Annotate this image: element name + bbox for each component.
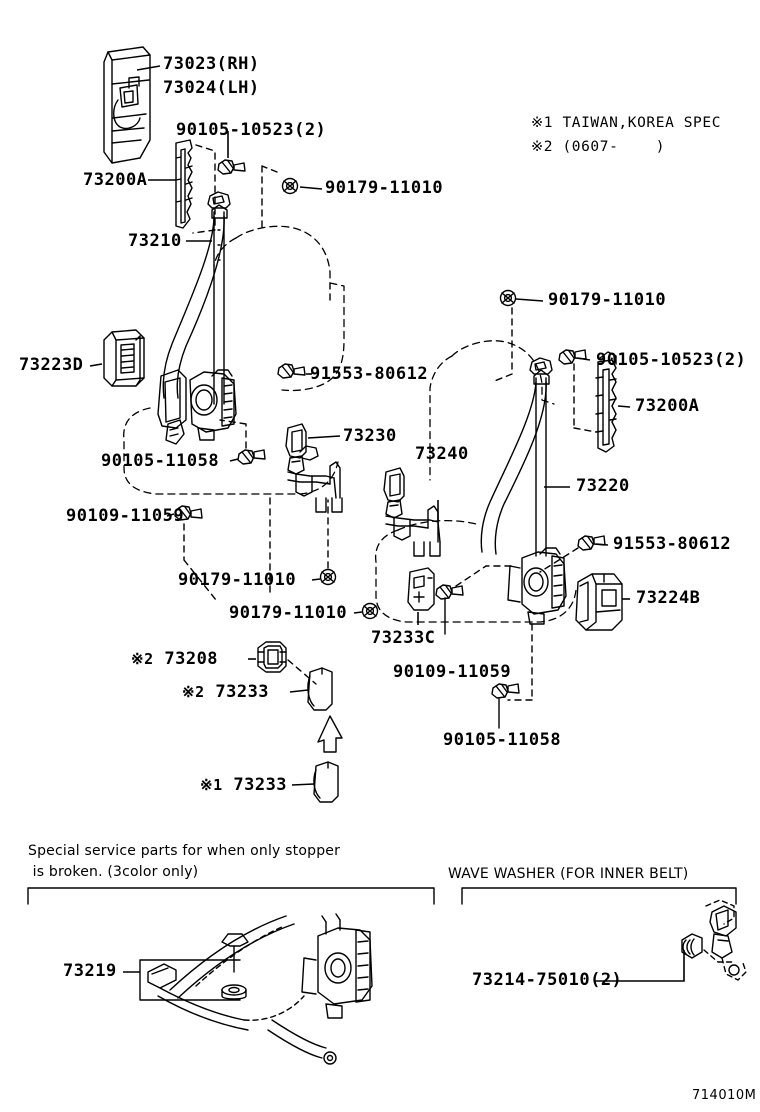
diagram-id: 714010M	[692, 1088, 757, 1103]
callout-73023-rh: 73023(RH)	[163, 54, 260, 74]
callout-73220: 73220	[576, 476, 630, 496]
callout-90109-11059-left: 90109-11059	[66, 506, 185, 526]
callout-90105-10523-right: 90105-10523(2)	[596, 350, 747, 370]
wave-washer-panel-title: WAVE WASHER (FOR INNER BELT)	[448, 866, 689, 882]
callout-90179-11010-lower-mid: 90179-11010	[229, 603, 348, 623]
callout-90179-11010-right: 90179-11010	[548, 290, 667, 310]
callout-73240: 73240	[415, 444, 469, 464]
callout-73230: 73230	[343, 426, 397, 446]
callout-90109-11059-mid: 90109-11059	[393, 662, 512, 682]
spec-mark-star2: ※2	[131, 650, 154, 668]
callout-73200a-left: 73200A	[83, 170, 148, 190]
callout-90105-10523-left: 90105-10523(2)	[176, 120, 327, 140]
spec-note-1: ※1 TAIWAN,KOREA SPEC	[531, 115, 722, 131]
callout-91553-80612-right: 91553-80612	[613, 534, 732, 554]
callout-91553-80612-left: 91553-80612	[310, 364, 429, 384]
callout-73024-lh: 73024(LH)	[163, 78, 260, 98]
spec-mark-star1: ※1	[200, 776, 223, 794]
spec-note-2: ※2 (0607- )	[531, 139, 666, 155]
callout-73208: ※2 73208	[131, 649, 219, 669]
callout-90179-11010-top: 90179-11010	[325, 178, 444, 198]
callout-73214-75010: 73214-75010(2)	[472, 970, 623, 990]
spec-mark-star2: ※2	[182, 683, 205, 701]
callout-73223d: 73223D	[19, 355, 84, 375]
callout-73233-star1: ※1 73233	[200, 775, 288, 795]
stopper-panel-title-line1: Special service parts for when only stopper	[28, 843, 341, 859]
callout-90105-11058-left: 90105-11058	[101, 451, 220, 471]
callout-90105-11058-right: 90105-11058	[443, 730, 562, 750]
callout-90179-11010-upper-mid: 90179-11010	[178, 570, 297, 590]
callout-73233c: 73233C	[371, 628, 436, 648]
callout-73219: 73219	[63, 961, 117, 981]
callout-73200a-right: 73200A	[635, 396, 700, 416]
stopper-panel-title-line2: is broken. (3color only)	[28, 864, 199, 880]
callout-73224b: 73224B	[636, 588, 701, 608]
callout-73233-star2: ※2 73233	[182, 682, 270, 702]
callout-73210: 73210	[128, 231, 182, 251]
